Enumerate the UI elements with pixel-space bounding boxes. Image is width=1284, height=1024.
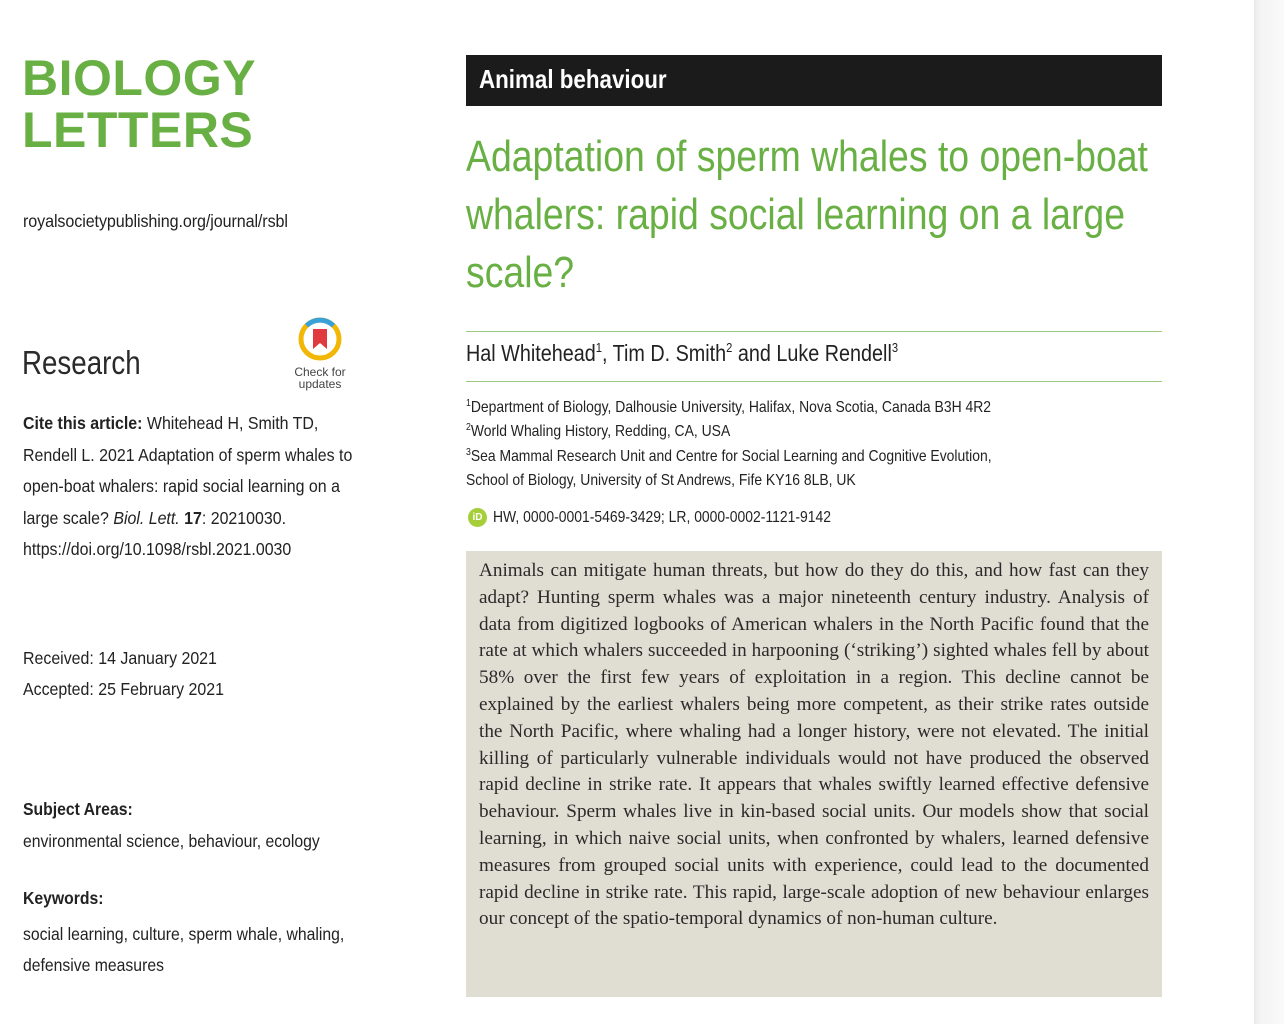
received-date: Received: 14 January 2021 (23, 648, 217, 668)
citation (23, 408, 362, 566)
citation-journal: Biol. Lett. (113, 507, 180, 528)
article-title: Adaptation of sperm whales to open-boat whalers: rapid social learning on a large scale? (466, 132, 1148, 297)
subject-areas-value: environmental science, behaviour, ecology (23, 831, 320, 851)
keywords-value: social learning, culture, sperm whale, whaling, defensive measures (23, 924, 345, 975)
affiliation-text: Department of Biology, Dalhousie University, Halifax, Nova Scotia, Canada B3H 4R2 (470, 399, 992, 416)
crossmark-icon (297, 316, 343, 362)
page-edge-shadow (1254, 0, 1284, 1024)
affiliation-marker: 1 (466, 398, 471, 409)
affiliation-text: Sea Mammal Research Unit and Centre for Social Learning and Cognitive Evolution, (470, 448, 992, 465)
category-banner (466, 55, 1162, 106)
check-for-updates-button[interactable] (286, 316, 354, 390)
affiliation-text: World Whaling History, Redding, CA, USA (470, 423, 731, 440)
orcid-ids: HW, 0000-0001-5469-3429; LR, 0000-0002-1121-9142 (493, 508, 831, 526)
affiliation-line (466, 398, 991, 417)
citation-label: Cite this article: (23, 413, 143, 433)
affiliation-marker: 3 (466, 447, 471, 458)
affiliation-line (466, 447, 992, 466)
subject-areas-heading: Subject Areas: (23, 799, 133, 819)
author-name[interactable]: Luke Rendell (776, 340, 892, 366)
affiliation-line (466, 472, 856, 490)
journal-url[interactable]: royalsocietypublishing.org/journal/rsbl (23, 211, 288, 231)
check-for-updates-label: Check for updates (294, 365, 346, 391)
author-affiliation-marker: 2 (726, 340, 733, 355)
author-separator: , (601, 340, 613, 366)
accepted-date: Accepted: 25 February 2021 (23, 679, 224, 699)
authors-divider (466, 381, 1162, 382)
author-list (466, 340, 898, 367)
author-affiliation-marker: 3 (891, 340, 899, 355)
affiliation-text: School of Biology, University of St Andrews, Fife KY16 8LB, UK (466, 472, 856, 489)
author-name[interactable]: Hal Whitehead (466, 340, 596, 366)
author-separator: and (732, 340, 777, 366)
author-name[interactable]: Tim D. Smith (612, 340, 727, 366)
affiliation-line (466, 422, 730, 441)
orcid-line (468, 508, 881, 527)
orcid-icon[interactable]: iD (468, 508, 487, 527)
citation-volume: 17 (184, 507, 202, 528)
affiliation-marker: 2 (466, 422, 471, 433)
keywords-heading: Keywords: (23, 888, 104, 908)
article-type-label: Research (22, 344, 141, 381)
title-divider (466, 331, 1162, 332)
article-dates (23, 643, 224, 705)
citation-doi-link[interactable]: https://doi.org/10.1098/rsbl.2021.0030 (23, 539, 292, 559)
abstract-box (466, 551, 1162, 997)
author-affiliation-marker: 1 (595, 340, 602, 355)
citation-text: Whitehead H, Smith TD, Rendell L. 2021 Adaptation of sperm whales to open-boat whalers: rapid social learning on a large scale? (23, 413, 353, 528)
abstract-text: Animals can mitigate human threats, but how do they do this, and how fast can they adapt? Hunting sperm whales was a major nineteenth century industry. Analysis of data from digitized logbooks of American whalers in the North Pacific found that the rate at which whalers succeeded in harpooning (‘striking’) sighted whales fell by about 58% over the first few years of exploitation in a region. This decline cannot be explained by the earliest whalers being more competent, as their strike rates outside the North Pacific, where whaling had a longer history, were not elevated. The initial killing of particularly vulnerable individuals would not have produced the observed rapid decline in strike rate. It appears that whales swiftly learned effective defensive behaviour. Sperm whales live in kin-based social units. Our models show that social learning, in which naive social units, when confronted by whalers, learned defensive measures from grouped social units with experience, could lead to the documented rapid decline in strike rate. This rapid, large-scale adoption of new behaviour enlarges our concept of the spatio-temporal dynamics of non-human culture. (479, 560, 1149, 930)
category-label: Animal behaviour (479, 64, 667, 94)
journal-name: BIOLOGY LETTERS (22, 50, 257, 158)
citation-article-number: : 20210030. (201, 507, 287, 528)
